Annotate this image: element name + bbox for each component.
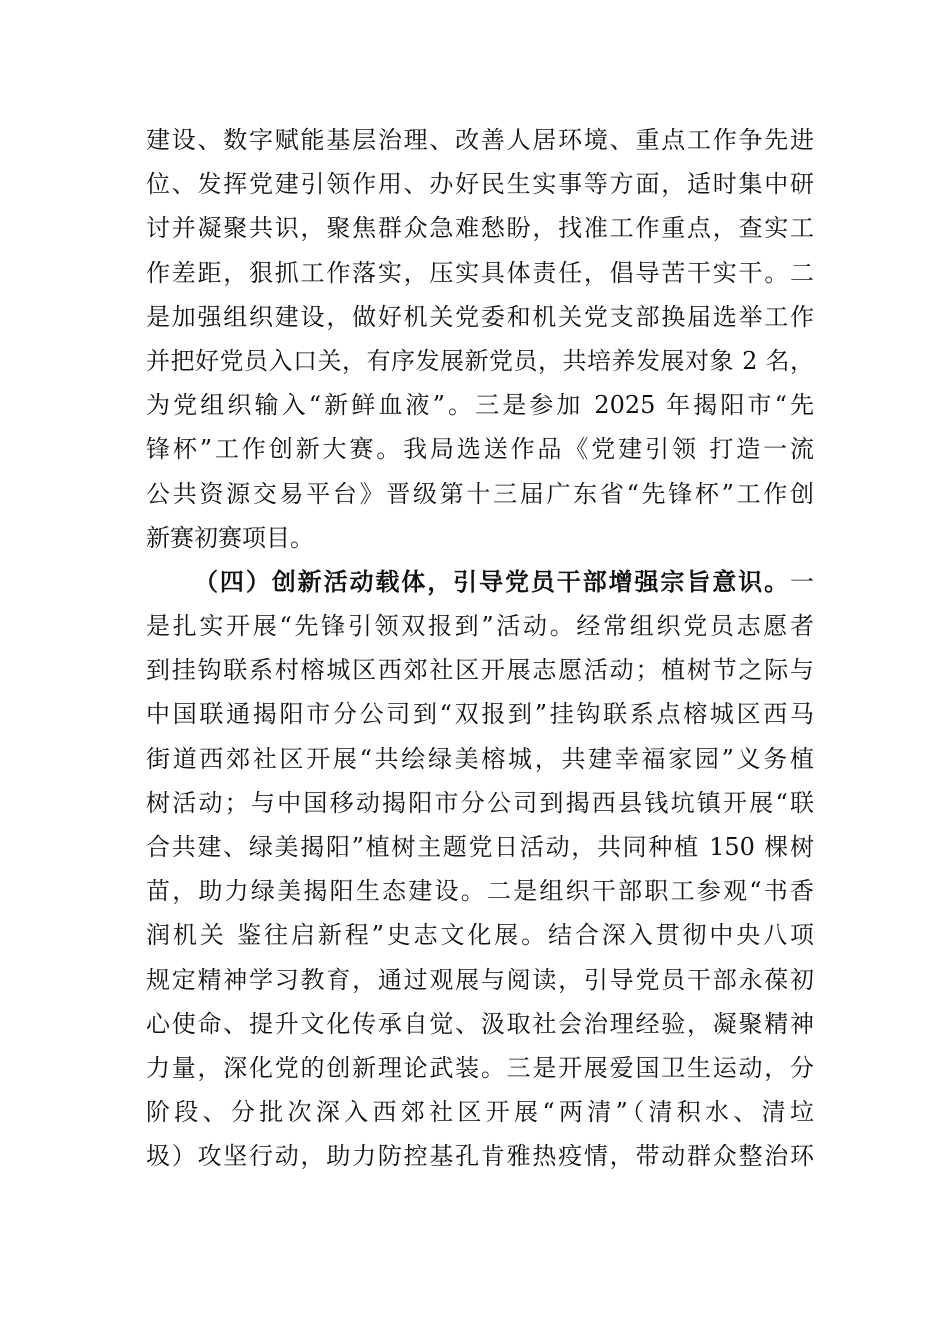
- text-line: 中国联通揭阳市分公司到“双报到”挂钩联系点榕城区西马: [146, 700, 814, 729]
- paragraph-section-1: [146, 118, 814, 560]
- text-line: 作差距，狠抓工作落实，压实具体责任，倡导苦干实干。二: [146, 258, 814, 287]
- text-line: 阶段、分批次深入西郊社区开展“两清”（清积水、清垃: [146, 1098, 814, 1127]
- heading-line-continuation: 一: [790, 567, 814, 596]
- text-line: 树活动；与中国移动揭阳市分公司到揭西县钱坑镇开展“联: [146, 788, 814, 817]
- paragraph-section-2: [146, 560, 814, 1179]
- text-line: 力量，深化党的创新理论武装。三是开展爱国卫生运动，分: [146, 1053, 814, 1082]
- section-heading: （四）创新活动载体，引导党员干部增强宗旨意识。: [194, 566, 790, 596]
- text-line: 街道西郊社区开展“共绘绿美榕城，共建幸福家园”义务植: [146, 744, 814, 773]
- text-line: 并把好党员入口关，有序发展新党员，共培养发展对象 2 名，: [146, 346, 814, 375]
- text-line: 位、发挥党建引领作用、办好民生实事等方面，适时集中研: [146, 170, 814, 199]
- text-line: 是加强组织建设，做好机关党委和机关党支部换届选举工作: [146, 302, 814, 331]
- text-line: 苗，助力绿美揭阳生态建设。二是组织干部职工参观“书香: [146, 877, 814, 906]
- text-line: 心使命、提升文化传承自觉、汲取社会治理经验，凝聚精神: [146, 1009, 814, 1038]
- text-line: 建设、数字赋能基层治理、改善人居环境、重点工作争先进: [146, 126, 814, 154]
- text-line: 讨并凝聚共识，聚焦群众急难愁盼，找准工作重点，查实工: [146, 214, 814, 243]
- text-line: 是扎实开展“先锋引领双报到”活动。经常组织党员志愿者: [146, 612, 814, 641]
- text-line: 规定精神学习教育，通过观展与阅读，引导党员干部永葆初: [146, 965, 814, 994]
- document-body: [146, 118, 814, 1179]
- text-line: 新赛初赛项目。: [146, 523, 314, 552]
- text-line: 公共资源交易平台》晋级第十三届广东省“先锋杯”工作创: [146, 479, 814, 508]
- text-line: 为党组织输入“新鲜血液”。三是参加 2025 年揭阳市“先: [146, 391, 814, 420]
- text-line: 到挂钩联系村榕城区西郊社区开展志愿活动；植树节之际与: [146, 656, 814, 685]
- text-line: 合共建、绿美揭阳”植树主题党日活动，共同种植 150 棵树: [146, 833, 814, 861]
- text-line: 锋杯”工作创新大赛。我局选送作品《党建引领 打造一流: [146, 435, 814, 464]
- section-heading-line: [146, 560, 814, 604]
- text-line: 圾）攻坚行动，助力防控基孔肯雅热疫情，带动群众整治环: [146, 1142, 814, 1171]
- text-line: 润机关 鉴往启新程”史志文化展。结合深入贯彻中央八项: [146, 921, 814, 950]
